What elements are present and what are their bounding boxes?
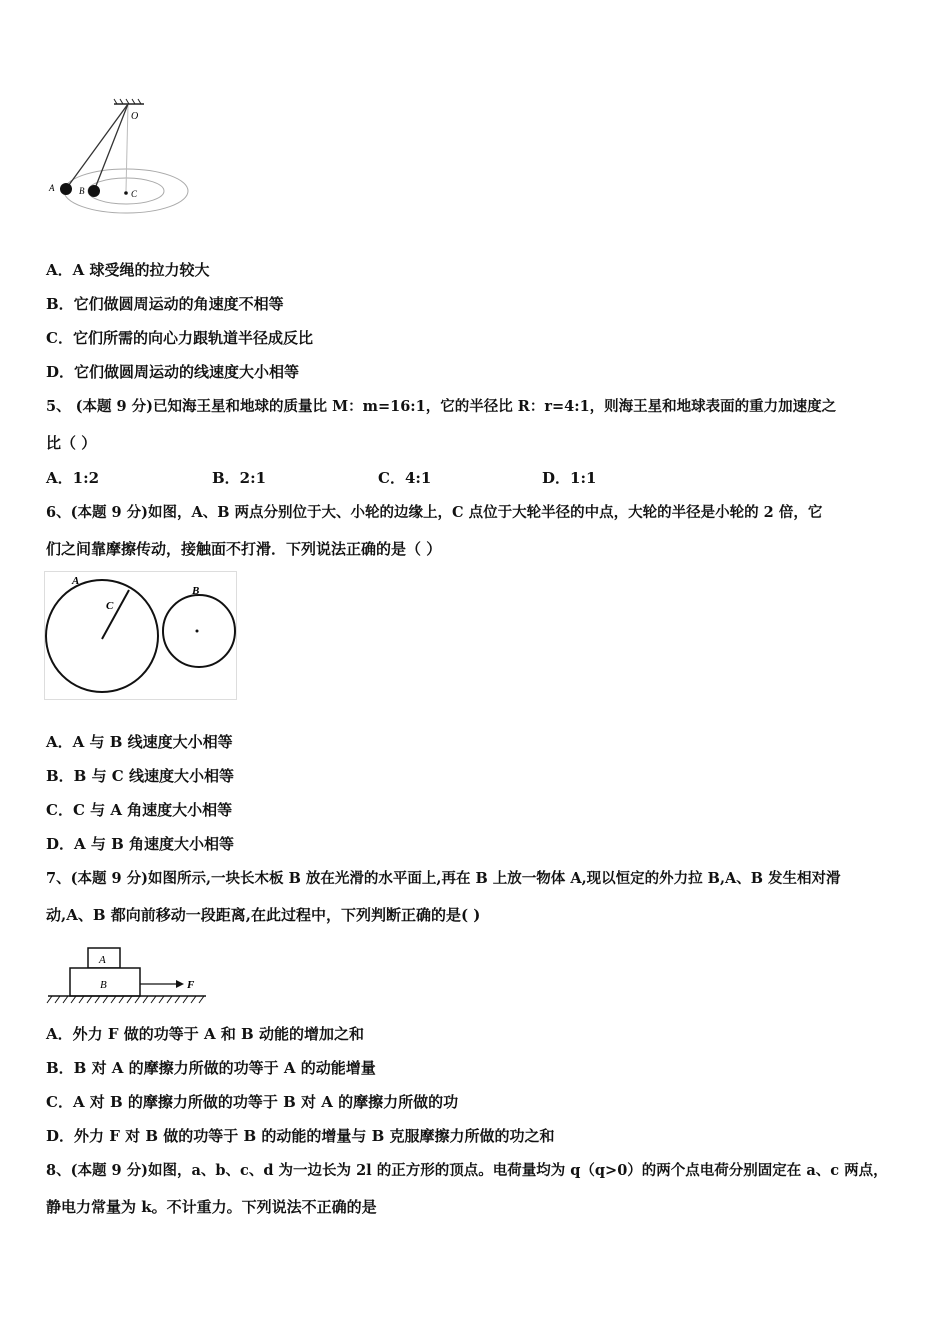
q8-stem-line1: 8、(本题 9 分)如图，a、b、c、d 为一边长为 2l 的正方形的顶点。电荷量均为 q（q>0）的两个点电荷分别固定在 a、c 两点， [46, 1162, 888, 1179]
svg-text:A: A [49, 183, 55, 193]
large-wheel [46, 580, 158, 692]
q5-options-row [46, 468, 906, 488]
ball-a [60, 183, 72, 195]
q7-option-d[interactable]: D．外力 F 对 B 做的功等于 B 的动能的增量与 B 克服摩擦力所做的功之和 [46, 1127, 555, 1145]
q4-option-d[interactable]: D．它们做圆周运动的线速度大小相等 [46, 363, 300, 381]
q5-option-c[interactable]: C．4:1 [378, 469, 432, 487]
block-board-figure [44, 942, 214, 1006]
q6-option-c[interactable]: C．C 与 A 角速度大小相等 [46, 801, 233, 819]
q5-option-a[interactable]: A．1:2 [46, 469, 100, 487]
q7-option-c[interactable]: C．A 对 B 的摩擦力所做的功等于 B 对 A 的摩擦力所做的功 [46, 1093, 459, 1111]
q5-option-d[interactable]: D．1:1 [542, 469, 597, 487]
q6-option-d[interactable]: D．A 与 B 角速度大小相等 [46, 835, 234, 853]
q6-stem-line1: 6、(本题 9 分)如图，A、B 两点分别位于大、小轮的边缘上，C 点位于大轮半径的中点，大轮的半径是小轮的 2 倍，它 [46, 504, 823, 521]
small-wheel [163, 595, 235, 667]
q5-option-b[interactable]: B．2:1 [212, 469, 267, 487]
svg-text:F: F [187, 979, 195, 991]
q6-option-a[interactable]: A．A 与 B 线速度大小相等 [46, 733, 233, 751]
q7-option-b[interactable]: B．B 对 A 的摩擦力所做的功等于 A 的动能增量 [46, 1059, 376, 1077]
svg-text:B: B [192, 585, 200, 597]
q5-stem-line1: 5、 (本题 9 分)已知海王星和地球的质量比 M：m=16:1，它的半径比 R：r=4:1，则海王星和地球表面的重力加速度之 [46, 398, 837, 415]
q4-option-b[interactable]: B．它们做圆周运动的角速度不相等 [46, 295, 284, 313]
svg-text:B: B [79, 186, 85, 196]
svg-text:C: C [106, 600, 114, 612]
q8-stem-line2: 静电力常量为 k。不计重力。下列说法不正确的是 [46, 1198, 377, 1216]
q5-stem-line2: 比（ ） [46, 434, 97, 452]
q6-stem-line2: 们之间靠摩擦传动，接触面不打滑．下列说法正确的是（ ） [46, 540, 442, 558]
q7-stem-line2: 动,A、B 都向前移动一段距离,在此过程中，下列判断正确的是( ) [46, 906, 481, 924]
svg-text:C: C [131, 189, 138, 199]
q7-option-a[interactable]: A．外力 F 做的功等于 A 和 B 动能的增加之和 [46, 1025, 364, 1043]
svg-text:A: A [99, 954, 106, 966]
svg-text:A: A [72, 575, 80, 587]
friction-wheels-figure [44, 571, 239, 701]
q4-option-a[interactable]: A．A 球受绳的拉力较大 [46, 261, 210, 279]
conical-pendulum-figure [44, 96, 204, 226]
q6-option-b[interactable]: B．B 与 C 线速度大小相等 [46, 767, 234, 785]
ball-b [88, 185, 100, 197]
q4-option-c[interactable]: C．它们所需的向心力跟轨道半径成反比 [46, 329, 313, 347]
q7-stem-line1: 7、(本题 9 分)如图所示,一块长木板 B 放在光滑的水平面上,再在 B 上放一物体 A,现以恒定的外力拉 B,A、B 发生相对滑 [46, 870, 841, 887]
svg-text:O: O [131, 111, 139, 122]
svg-text:B: B [100, 979, 107, 991]
